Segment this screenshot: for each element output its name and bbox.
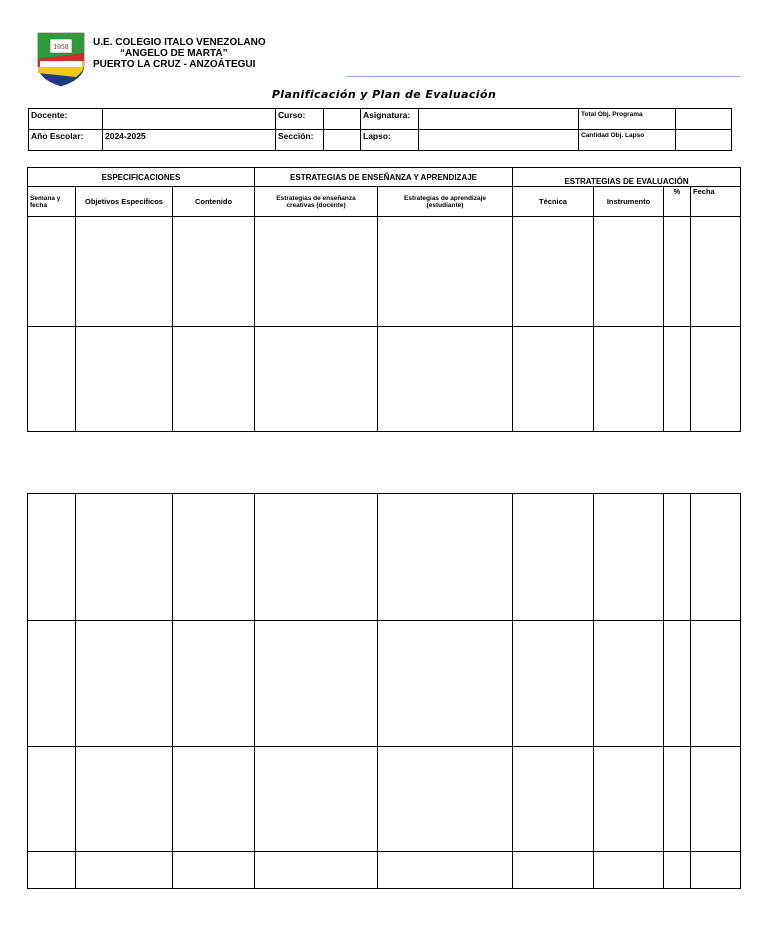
- table-row: [28, 852, 741, 889]
- logo-year: 1958: [53, 44, 69, 51]
- table-row: [28, 621, 741, 747]
- cell[interactable]: [691, 494, 741, 621]
- cell[interactable]: [255, 327, 378, 432]
- cell[interactable]: [513, 621, 594, 747]
- cell[interactable]: [173, 217, 255, 327]
- total-obj-label: Total Obj. Programa: [579, 109, 676, 130]
- header-divider: [346, 76, 740, 77]
- col-contenido: Contenido: [173, 187, 255, 217]
- group-evaluacion: ESTRATEGIAS DE EVALUACIÓN: [513, 168, 741, 187]
- col-tecnica: Técnica: [513, 187, 594, 217]
- cell[interactable]: [173, 494, 255, 621]
- cell[interactable]: [76, 327, 173, 432]
- group-especificaciones: ESPECIFICACIONES: [28, 168, 255, 187]
- anio-escolar-label: Año Escolar:: [29, 130, 103, 151]
- cell[interactable]: [664, 494, 691, 621]
- cell[interactable]: [173, 747, 255, 852]
- cell[interactable]: [594, 747, 664, 852]
- cell[interactable]: [664, 621, 691, 747]
- docente-field[interactable]: [103, 109, 276, 130]
- lapso-field[interactable]: [419, 130, 579, 151]
- cell[interactable]: [378, 327, 513, 432]
- cell[interactable]: [594, 852, 664, 889]
- col-estrategias-ensenanza: Estrategias de enseñanza creativas (docente): [255, 187, 378, 217]
- col-instrumento: Instrumento: [594, 187, 664, 217]
- cell[interactable]: [691, 747, 741, 852]
- col-semana: Semana y fecha: [28, 187, 76, 217]
- curso-label: Curso:: [276, 109, 324, 130]
- cell[interactable]: [664, 217, 691, 327]
- cell[interactable]: [594, 217, 664, 327]
- anio-escolar-value[interactable]: 2024-2025: [103, 130, 276, 151]
- cell[interactable]: [513, 327, 594, 432]
- asignatura-field[interactable]: [419, 109, 579, 130]
- table-row: [28, 217, 741, 327]
- school-location: PUERTO LA CRUZ - ANZOÁTEGUI: [93, 59, 256, 70]
- cell[interactable]: [378, 217, 513, 327]
- cell[interactable]: [513, 217, 594, 327]
- seccion-field[interactable]: [324, 130, 361, 151]
- cell[interactable]: [513, 747, 594, 852]
- cell[interactable]: [28, 747, 76, 852]
- school-subname: “ANGELO DE MARTA”: [120, 48, 228, 59]
- col-estrategias-aprendizaje: Estrategias de aprendizaje (estudiante): [378, 187, 513, 217]
- cantidad-obj-field[interactable]: [676, 130, 732, 151]
- col-porcentaje: %: [664, 187, 691, 217]
- cell[interactable]: [28, 852, 76, 889]
- group-ensenanza: ESTRATEGIAS DE ENSEÑANZA Y APRENDIZAJE: [255, 168, 513, 187]
- info-table: [28, 108, 732, 151]
- page-title: Planificación y Plan de Evaluación: [271, 88, 497, 101]
- asignatura-label: Asignatura:: [361, 109, 419, 130]
- table-row: [28, 494, 741, 621]
- docente-label: Docente:: [29, 109, 103, 130]
- cell[interactable]: [513, 852, 594, 889]
- cell[interactable]: [691, 217, 741, 327]
- seccion-label: Sección:: [276, 130, 324, 151]
- cell[interactable]: [594, 494, 664, 621]
- table-row: [28, 747, 741, 852]
- cell[interactable]: [378, 747, 513, 852]
- curso-field[interactable]: [324, 109, 361, 130]
- table-row: [28, 327, 741, 432]
- cell[interactable]: [378, 852, 513, 889]
- planning-table-2: [27, 493, 741, 889]
- cell[interactable]: [76, 217, 173, 327]
- cantidad-obj-label: Cantidad Obj. Lapso: [579, 130, 676, 151]
- cell[interactable]: [691, 852, 741, 889]
- cell[interactable]: [173, 621, 255, 747]
- school-name: U.E. COLEGIO ITALO VENEZOLANO: [93, 37, 266, 48]
- cell[interactable]: [594, 327, 664, 432]
- col-objetivos: Objetivos Específicos: [76, 187, 173, 217]
- cell[interactable]: [76, 494, 173, 621]
- cell[interactable]: [28, 494, 76, 621]
- cell[interactable]: [76, 747, 173, 852]
- lapso-label: Lapso:: [361, 130, 419, 151]
- cell[interactable]: [594, 621, 664, 747]
- cell[interactable]: [255, 852, 378, 889]
- cell[interactable]: [691, 621, 741, 747]
- cell[interactable]: [378, 621, 513, 747]
- cell[interactable]: [76, 852, 173, 889]
- cell[interactable]: [664, 747, 691, 852]
- col-fecha: Fecha: [691, 187, 741, 217]
- planning-table-1: [27, 167, 741, 432]
- cell[interactable]: [378, 494, 513, 621]
- total-obj-field[interactable]: [676, 109, 732, 130]
- cell[interactable]: [173, 327, 255, 432]
- cell[interactable]: [664, 852, 691, 889]
- cell[interactable]: [513, 494, 594, 621]
- cell[interactable]: [255, 621, 378, 747]
- school-header: [93, 37, 266, 70]
- cell[interactable]: [173, 852, 255, 889]
- cell[interactable]: [255, 747, 378, 852]
- cell[interactable]: [28, 621, 76, 747]
- cell[interactable]: [691, 327, 741, 432]
- cell[interactable]: [76, 621, 173, 747]
- cell[interactable]: [28, 217, 76, 327]
- cell[interactable]: [255, 494, 378, 621]
- cell[interactable]: [664, 327, 691, 432]
- school-logo: [36, 31, 86, 87]
- cell[interactable]: [255, 217, 378, 327]
- cell[interactable]: [28, 327, 76, 432]
